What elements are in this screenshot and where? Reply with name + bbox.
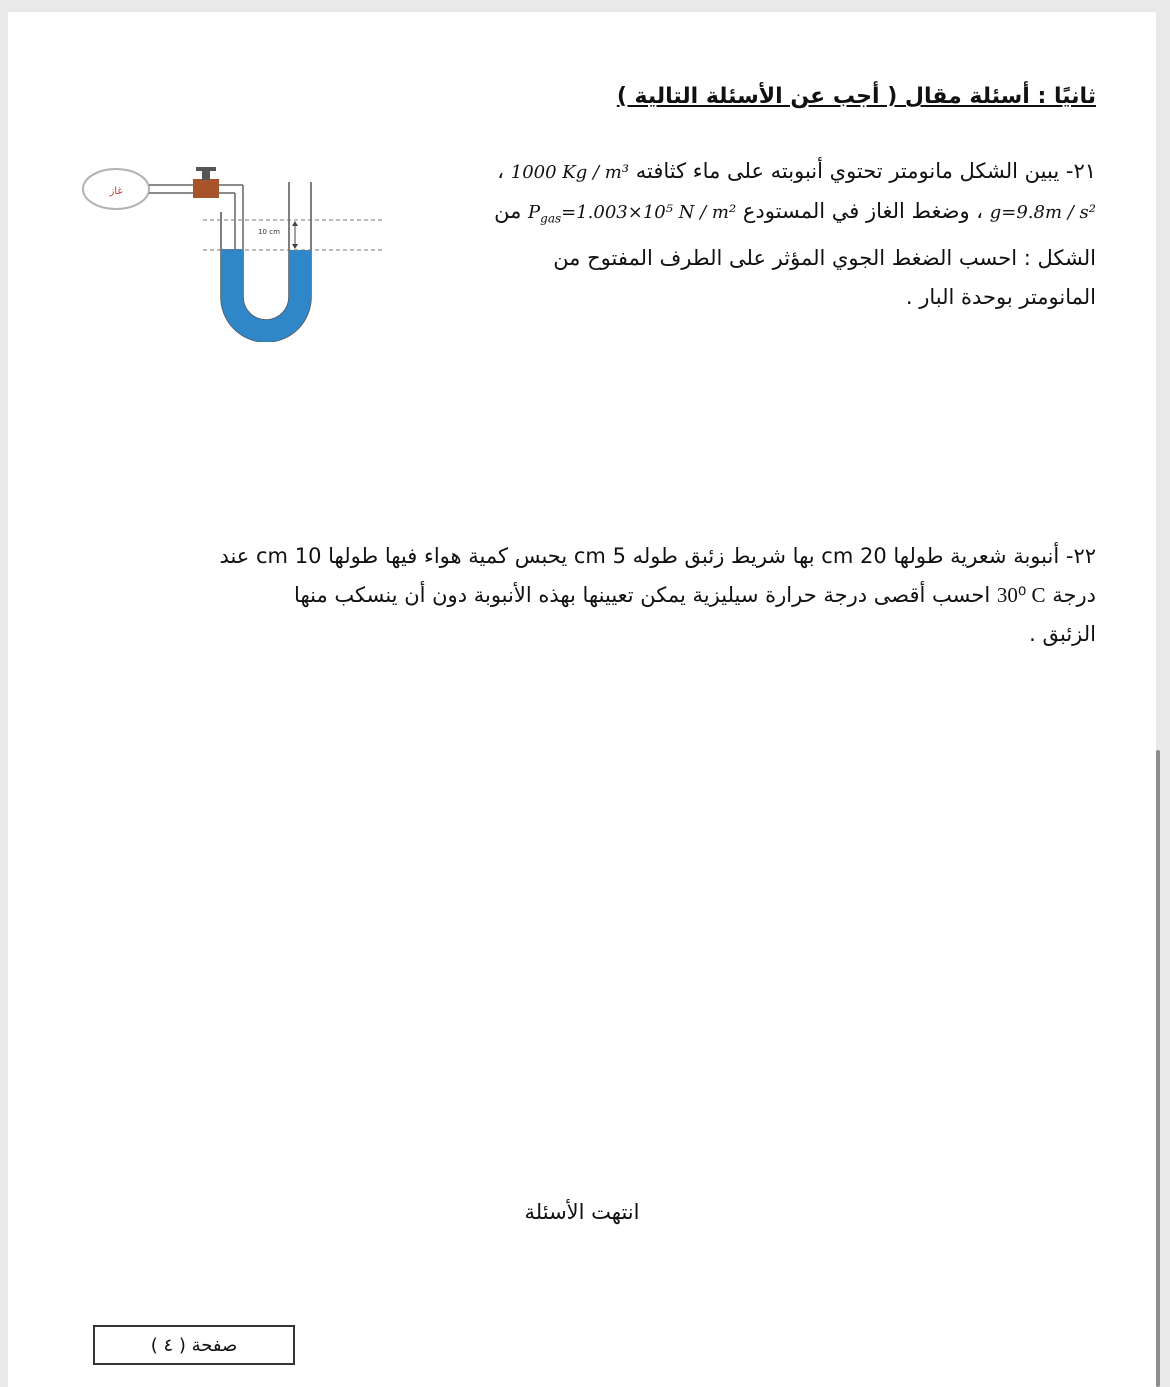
q21-line-2-end: من [494, 199, 522, 223]
valve-icon [193, 179, 219, 198]
q22-line-2-a: درجة [1052, 583, 1096, 607]
q22-temperature: 30⁰ C [996, 583, 1046, 607]
gas-label: غاز [109, 186, 123, 197]
end-of-questions: انتهت الأسئلة [524, 1200, 640, 1224]
q22-line-1-text: أنبوبة شعرية طولها 20 cm بها شريط زئبق طوله 5 cm يحبس كمية هواء فيها طولها 10 cm عند [219, 544, 1060, 568]
q21-line-2 [436, 192, 1096, 239]
q21-line-1 [436, 152, 1096, 192]
document-page [8, 12, 1156, 1387]
q22-line-2-b: احسب أقصى درجة حرارة سيليزية يمكن تعيينها بهذه الأنبوبة دون أن ينسكب منها [294, 583, 991, 607]
q22-line-3: الزئبق . [1029, 622, 1096, 646]
vertical-scrollbar[interactable] [1156, 750, 1160, 1387]
question-21 [436, 152, 1096, 317]
q22-line-1 [66, 537, 1096, 576]
q21-line-1-text: يبين الشكل مانومتر تحتوي أنبوبته على ماء كثافته [635, 159, 1060, 183]
q21-line-2-text: ، وضغط الغاز في المستودع [742, 199, 984, 223]
page-number-box [93, 1325, 295, 1365]
q21-gravity: g=9.8m / s² [989, 202, 1096, 223]
manometer-figure [73, 152, 393, 342]
height-label: 10 cm [258, 228, 280, 236]
section-title: ثانيًا : أسئلة مقال ( أجب عن الأسئلة التالية ) [616, 84, 1096, 109]
question-22 [66, 537, 1096, 654]
q21-number: ٢١- [1065, 159, 1096, 183]
q21-line-4: المانومتر بوحدة البار . [905, 284, 1096, 309]
q21-line-3: الشكل : احسب الضغط الجوي المؤثر على الطرف المفتوح من [553, 245, 1096, 270]
page-number: صفحة ( ٤ ) [150, 1334, 238, 1356]
q21-line-1-end: ، [497, 159, 505, 183]
q22-number: ٢٢- [1065, 544, 1096, 568]
q21-gas-pressure: $P_{gas}=1.003\times 10^5$ N / m² [528, 202, 737, 226]
q21-density: 1000 Kg / m³ [510, 162, 630, 183]
q22-line-2 [66, 576, 1096, 615]
